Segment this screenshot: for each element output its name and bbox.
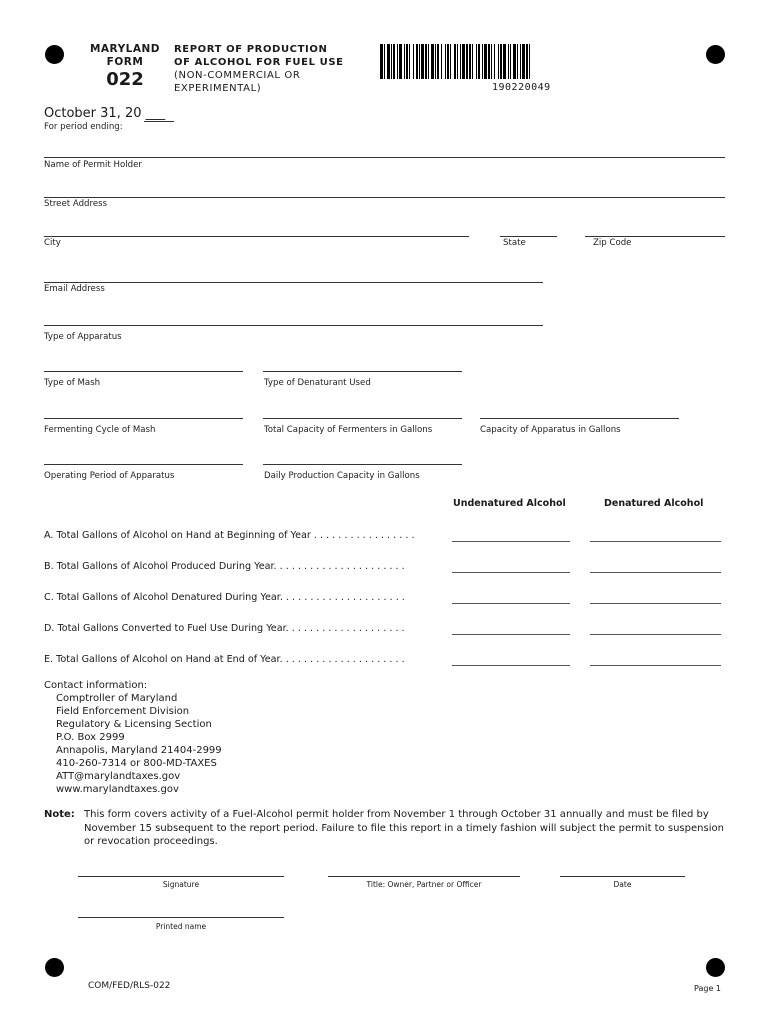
signature-label: Signature	[162, 880, 200, 889]
note-text: This form covers activity of a Fuel-Alcohol permit holder from November 1 through October 31 annually and must be filed by November 15 subsequent to the report period. Failure to file this report in a timely fashion will subject the permit to suspension or revocation proceedings.	[84, 809, 724, 847]
row-a-undenatured-field[interactable]	[452, 541, 570, 542]
form-code: COM/FED/RLS-022	[88, 981, 171, 991]
registration-mark-bottom-right	[706, 958, 725, 977]
registration-mark-top-right	[706, 45, 725, 64]
printed-name-field[interactable]	[78, 917, 284, 918]
form-word: FORM	[106, 56, 144, 68]
signature-field[interactable]	[78, 876, 284, 877]
row-d-denatured-field[interactable]	[590, 634, 721, 635]
city-field[interactable]	[44, 236, 469, 237]
table-row-a: A. Total Gallons of Alcohol on Hand at Beginning of Year . . . . . . . . . . . . . . . . .	[44, 530, 415, 541]
fermenting-cycle-label: Fermenting Cycle of Mash	[44, 425, 156, 435]
table-row-d: D. Total Gallons Converted to Fuel Use During Year. . . . . . . . . . . . . . . . . . . .	[44, 623, 405, 634]
state-field[interactable]	[500, 236, 557, 237]
printed-name-label: Printed name	[155, 922, 207, 931]
contact-heading: Contact information:	[44, 680, 148, 691]
form-title	[174, 43, 344, 95]
contact-line: Annapolis, Maryland 21404-2999	[56, 745, 222, 756]
date-label: Date	[613, 880, 632, 889]
registration-mark-top-left	[45, 45, 64, 64]
row-d-undenatured-field[interactable]	[452, 634, 570, 635]
permit-holder-field[interactable]	[44, 157, 725, 158]
page-number: Page 1	[694, 984, 721, 993]
mash-type-field[interactable]	[44, 371, 243, 372]
period-ending-line	[144, 121, 174, 122]
apparatus-type-field[interactable]	[44, 325, 543, 326]
contact-line: Field Enforcement Division	[56, 706, 190, 717]
row-c-undenatured-field[interactable]	[452, 603, 570, 604]
operating-period-field[interactable]	[44, 464, 243, 465]
row-a-denatured-field[interactable]	[590, 541, 721, 542]
street-address-label: Street Address	[44, 199, 108, 209]
daily-capacity-field[interactable]	[263, 464, 462, 465]
denaturant-type-label: Type of Denaturant Used	[264, 378, 371, 388]
barcode-number: 190220049	[492, 82, 551, 93]
operating-period-label: Operating Period of Apparatus	[44, 471, 175, 481]
street-address-field[interactable]	[44, 197, 725, 198]
fermenting-cycle-field[interactable]	[44, 418, 243, 419]
mash-type-label: Type of Mash	[44, 378, 101, 388]
title-field[interactable]	[328, 876, 520, 877]
daily-capacity-label: Daily Production Capacity in Gallons	[264, 471, 420, 481]
contact-website[interactable]: www.marylandtaxes.gov	[56, 784, 179, 795]
contact-phone: 410-260-7314 or 800-MD-TAXES	[56, 758, 217, 769]
contact-information	[44, 679, 222, 796]
barcode	[380, 44, 652, 79]
table-row-b: B. Total Gallons of Alcohol Produced During Year. . . . . . . . . . . . . . . . . . . . . .	[44, 561, 405, 572]
title-label: Title: Owner, Partner or Officer	[366, 880, 482, 889]
row-b-undenatured-field[interactable]	[452, 572, 570, 573]
permit-holder-label: Name of Permit Holder	[44, 160, 142, 170]
period-ending-label: For period ending:	[44, 122, 123, 132]
form-id-block	[88, 43, 162, 90]
contact-email[interactable]: ATT@marylandtaxes.gov	[56, 771, 181, 782]
form-title-main: REPORT OF PRODUCTION OF ALCOHOL FOR FUEL USE	[174, 44, 344, 68]
row-e-denatured-field[interactable]	[590, 665, 721, 666]
note-label: Note:	[44, 809, 75, 820]
fermenter-capacity-field[interactable]	[263, 418, 462, 419]
undenatured-column-header: Undenatured Alcohol	[453, 498, 566, 509]
zip-code-label: Zip Code	[593, 238, 632, 248]
apparatus-capacity-label: Capacity of Apparatus in Gallons	[480, 425, 621, 435]
state-label: State	[503, 238, 526, 248]
table-row-e: E. Total Gallons of Alcohol on Hand at End of Year. . . . . . . . . . . . . . . . . . . . .	[44, 654, 405, 665]
state-name: MARYLAND	[89, 43, 160, 55]
row-e-undenatured-field[interactable]	[452, 665, 570, 666]
table-row-c: C. Total Gallons of Alcohol Denatured During Year. . . . . . . . . . . . . . . . . . . . .	[44, 592, 405, 603]
zip-code-field[interactable]	[585, 236, 725, 237]
form-number: 022	[106, 69, 144, 90]
apparatus-capacity-field[interactable]	[480, 418, 679, 419]
contact-line: P.O. Box 2999	[56, 732, 125, 743]
registration-mark-bottom-left	[45, 958, 64, 977]
contact-line: Regulatory & Licensing Section	[56, 719, 212, 730]
denaturant-type-field[interactable]	[263, 371, 462, 372]
form-title-paren: (NON-COMMERCIAL OR EXPERIMENTAL)	[174, 70, 301, 94]
contact-line: Comptroller of Maryland	[56, 693, 178, 704]
fermenter-capacity-label: Total Capacity of Fermenters in Gallons	[264, 425, 433, 435]
email-field[interactable]	[44, 282, 543, 283]
row-b-denatured-field[interactable]	[590, 572, 721, 573]
date-field[interactable]	[560, 876, 685, 877]
denatured-column-header: Denatured Alcohol	[604, 498, 704, 509]
apparatus-type-label: Type of Apparatus	[44, 332, 122, 342]
email-label: Email Address	[44, 284, 105, 294]
period-ending-value[interactable]: October 31, 20 ___	[44, 106, 166, 121]
city-label: City	[44, 238, 61, 248]
filing-note	[44, 808, 734, 849]
row-c-denatured-field[interactable]	[590, 603, 721, 604]
